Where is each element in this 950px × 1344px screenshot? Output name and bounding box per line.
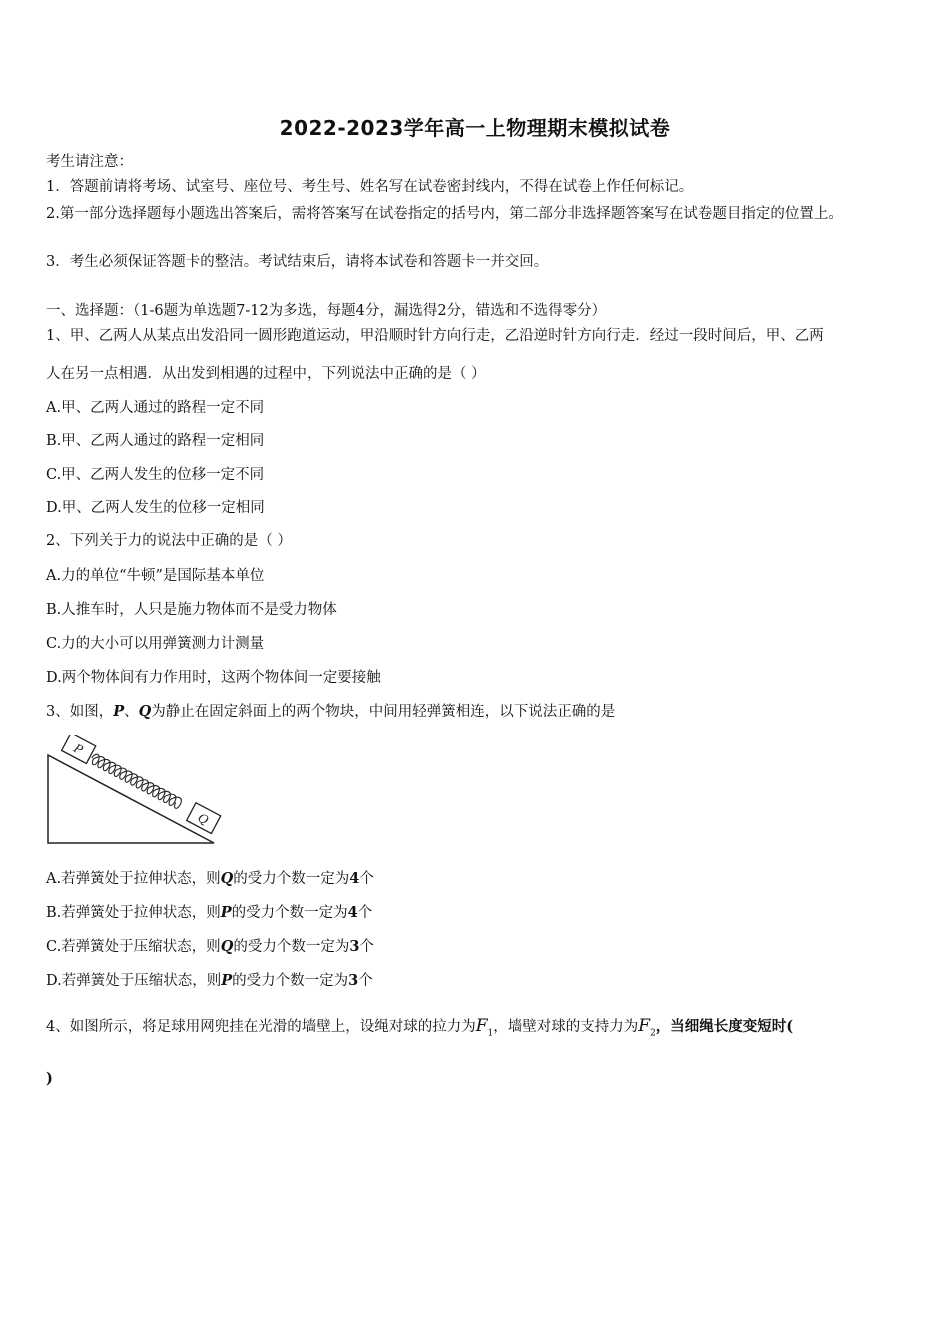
- q2-option-a: A.力的单位“牛顿”是国际基本单位: [46, 568, 265, 584]
- incline-figure: [44, 735, 224, 850]
- q1-option-b: B.甲、乙两人通过的路程一定相同: [46, 433, 265, 449]
- q1-option-c: C.甲、乙两人发生的位移一定不同: [46, 467, 265, 483]
- notice-heading: 考生请注意：: [46, 154, 133, 170]
- q2-option-b: B.人推车时，人只是施力物体而不是受力物体: [46, 602, 337, 618]
- block-p-label: P: [71, 740, 86, 758]
- q3-stem: [46, 702, 615, 722]
- q4-stem: 4、如图所示，将足球用网兜挂在光滑的墙壁上，设绳对球的拉力为$F_1$，墙壁对球的支持力为$F_2$，当细绳长度变短时(: [46, 1016, 794, 1039]
- q3-option-a: A.若弹簧处于拉伸状态，则Q的受力个数一定为4个: [46, 870, 374, 887]
- q3-var-q: Q: [138, 703, 152, 720]
- q3-option-d: D.若弹簧处于压缩状态，则P的受力个数一定为3个: [46, 972, 373, 989]
- q3-stem-a: 3、如图，: [46, 704, 114, 720]
- page-title: 2022-2023学年高一上物理期末模拟试卷: [279, 116, 671, 140]
- block-q-label: Q: [195, 810, 211, 828]
- block-q: [187, 803, 221, 834]
- block-p: [62, 735, 96, 764]
- q3-option-b: B.若弹簧处于拉伸状态，则P的受力个数一定为4个: [46, 904, 373, 921]
- q2-stem: 2、下列关于力的说法中正确的是（ ）: [46, 533, 292, 549]
- notice-item-2: 2.第一部分选择题每小题选出答案后，需将答案写在试卷指定的括号内，第二部分非选择题答案写在试卷题目指定的位置上。: [46, 206, 843, 222]
- q3-sep: 、: [124, 704, 139, 720]
- q4-close-paren: ): [46, 1070, 53, 1087]
- q2-option-d: D.两个物体间有力作用时，这两个物体间一定要接触: [46, 670, 381, 686]
- notice-item-3: 3．考生必须保证答题卡的整洁。考试结束后，请将本试卷和答题卡一并交回。: [46, 254, 549, 270]
- section-heading: 一、选择题：（1-6题为单选题7-12为多选，每题4分，漏选得2分，错选和不选得零分）: [46, 303, 607, 319]
- f1-symbol: $F_1$: [475, 1016, 494, 1039]
- incline-triangle: [48, 755, 214, 843]
- q3-var-p: P: [113, 703, 125, 720]
- q1-option-a: A.甲、乙两人通过的路程一定不同: [46, 400, 265, 416]
- q3-option-c: C.若弹簧处于压缩状态，则Q的受力个数一定为3个: [46, 938, 374, 955]
- q1-option-d: D.甲、乙两人发生的位移一定相同: [46, 500, 265, 516]
- q1-stem-line1: 1、甲、乙两人从某点出发沿同一圆形跑道运动，甲沿顺时针方向行走，乙沿逆时针方向行走．经过一段时间后，甲、乙两: [46, 328, 824, 344]
- q3-stem-b: 为静止在固定斜面上的两个物块，中间用轻弹簧相连，以下说法正确的是: [151, 704, 616, 720]
- spring: [89, 753, 183, 810]
- q1-stem-line2: 人在另一点相遇．从出发到相遇的过程中，下列说法中正确的是（ ）: [46, 366, 486, 382]
- f2-symbol: $F_2$: [638, 1016, 656, 1039]
- notice-item-1: 1．答题前请将考场、试室号、座位号、考生号、姓名写在试卷密封线内，不得在试卷上作任何标记。: [46, 179, 694, 195]
- q2-option-c: C.力的大小可以用弹簧测力计测量: [46, 636, 265, 652]
